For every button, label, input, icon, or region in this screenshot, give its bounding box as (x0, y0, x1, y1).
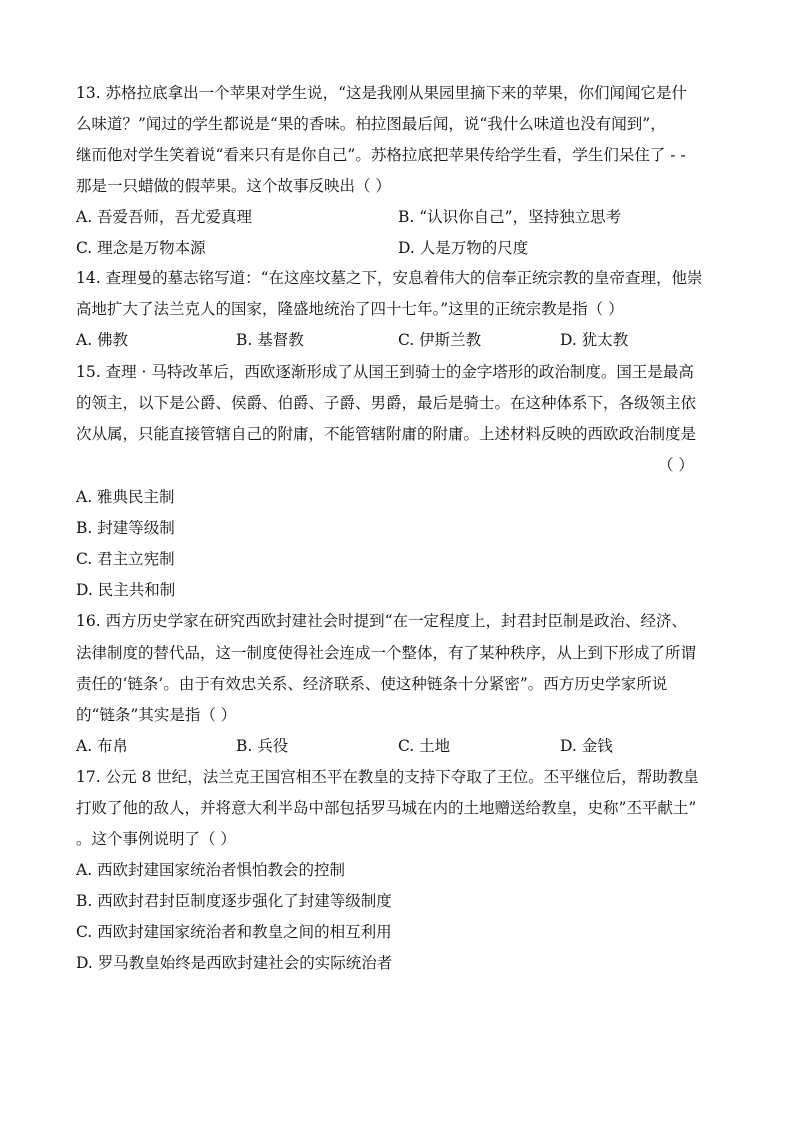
q16-option-c: C. 土地 (398, 737, 451, 755)
q14-stem-line: 高地扩大了法兰克人的国家，隆盛地统治了四十七年。”这里的正统宗教是指（ ） (76, 300, 624, 318)
q14-option-d: D. 犹太教 (560, 331, 629, 349)
q15-option-b: B. 封建等级制 (76, 519, 175, 537)
q16-stem-line: 的“链条”其实是指（ ） (76, 706, 237, 724)
q15-stem-line: 15. 查理 · 马特改革后，西欧逐渐形成了从国王到骑士的金字塔形的政治制度。国王是最高 (76, 363, 694, 381)
q14-stem-line: 14. 查理曼的墓志铭写道：“在这座坟墓之下，安息着伟大的信奉正统宗教的皇帝查理，他崇 (76, 269, 703, 287)
q15-option-c: C. 君主立宪制 (76, 550, 175, 568)
q15-stem-line: 次从属，只能直接管辖自己的附庸，不能管辖附庸的附庸。上述材料反映的西欧政治制度是 (76, 425, 697, 443)
q16-option-b: B. 兵役 (236, 737, 289, 755)
q17-stem-line: 打败了他的敌人，并将意大利半岛中部包括罗马城在内的土地赠送给教皇，史称”丕平献土” (76, 799, 697, 817)
q13-stem-line: 那是一只蜡做的假苹果。这个故事反映出（ ） (76, 177, 391, 195)
q14-option-c: C. 伊斯兰教 (398, 331, 482, 349)
q16-option-a: A. 布帛 (76, 737, 129, 755)
q15-option-a: A. 雅典民主制 (76, 488, 175, 506)
q17-option-b: B. 西欧封君封臣制度逐步强化了封建等级制度 (76, 892, 392, 910)
q13-option-d: D. 人是万物的尺度 (398, 239, 529, 257)
q17-stem-line: 17. 公元 8 世纪，法兰克王国宫相丕平在教皇的支持下夺取了王位。丕平继位后，帮助教皇 (76, 768, 699, 786)
q17-option-a: A. 西欧封建国家统治者惧怕教会的控制 (76, 861, 346, 879)
q17-option-c: C. 西欧封建国家统治者和教皇之间的相互利用 (76, 923, 392, 941)
q16-stem-line: 16. 西方历史学家在研究西欧封建社会时提到“在一定程度上，封君封臣制是政治、经济、 (76, 612, 688, 630)
q13-stem-line: 继而他对学生笑着说“看来只有是你自己”。苏格拉底把苹果传给学生看，学生们呆住了 - - (76, 146, 686, 164)
q16-stem-line: 法律制度的替代品，这一制度使得社会连成一个整体，有了某种秩序，从上到下形成了所谓 (76, 644, 697, 662)
q13-option-c: C. 理念是万物本源 (76, 239, 206, 257)
q15-option-d: D. 民主共和制 (76, 581, 176, 599)
q13-option-b: B. “认识你自己”，坚持独立思考 (398, 208, 622, 226)
q17-stem-line: 。这个事例说明了（ ） (76, 830, 236, 848)
q15-stem-line: 的领主，以下是公爵、侯爵、伯爵、子爵、男爵，最后是骑士。在这种体系下，各级领主依 (76, 394, 697, 412)
q13-option-a: A. 吾爱吾师，吾尤爱真理 (76, 208, 253, 226)
q17-option-d: D. 罗马教皇始终是西欧封建社会的实际统治者 (76, 954, 393, 972)
q14-option-a: A. 佛教 (76, 331, 129, 349)
q16-stem-line: 责任的‘链条’。由于有效忠关系、经济联系、使这种链条十分紧密”。西方历史学家所说 (76, 675, 668, 693)
q14-option-b: B. 基督教 (236, 331, 304, 349)
q13-stem-line: 么味道？”闻过的学生都说是“果的香味。柏拉图最后闻，说“我什么味道也没有闻到”， (76, 115, 666, 133)
q16-option-d: D. 金钱 (560, 737, 613, 755)
q15-answer-paren: （ ） (658, 456, 694, 474)
q13-stem-line: 13. 苏格拉底拿出一个苹果对学生说，“这是我刚从果园里摘下来的苹果，你们闻闻它是什 (76, 84, 688, 102)
